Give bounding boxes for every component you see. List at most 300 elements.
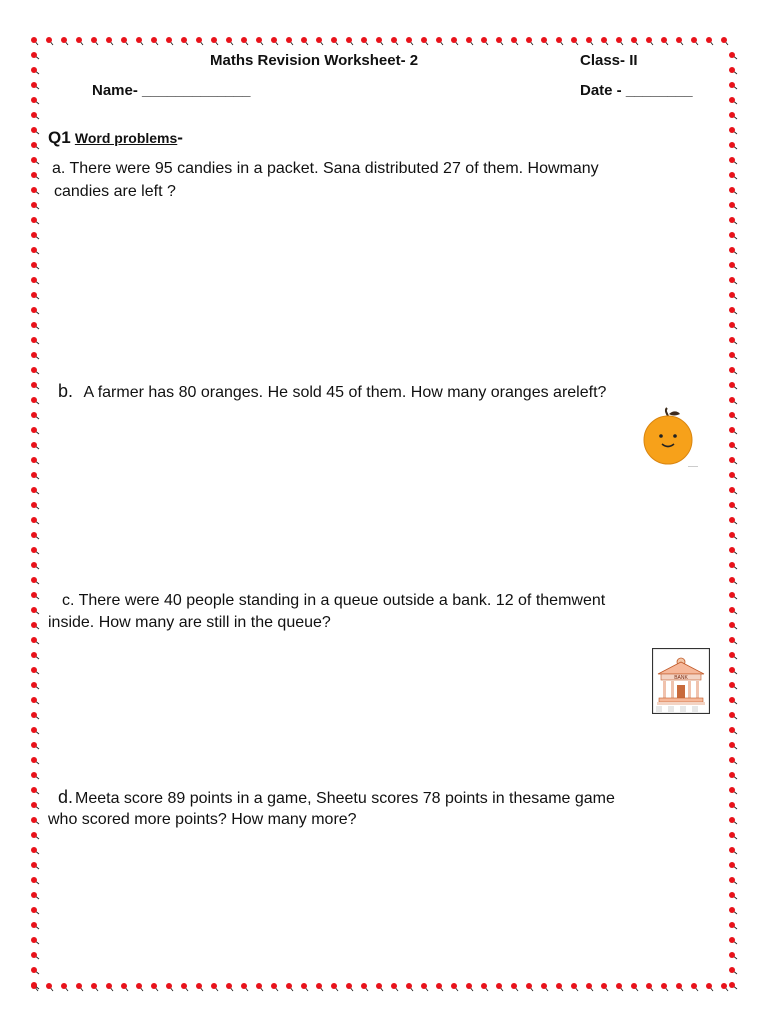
border-dot-tail <box>394 986 398 991</box>
border-dot <box>729 187 735 193</box>
border-dot <box>729 112 735 118</box>
border-dot <box>301 37 307 43</box>
border-dot <box>729 817 735 823</box>
border-dot-tail <box>732 175 737 179</box>
border-dot <box>106 983 112 989</box>
border-dot <box>256 37 262 43</box>
border-dot-tail <box>184 40 188 45</box>
border-dot <box>31 37 37 43</box>
border-dot-tail <box>394 40 398 45</box>
border-dot <box>31 187 37 193</box>
border-dot-tail <box>34 715 39 719</box>
border-dot <box>436 37 442 43</box>
question-d-letter: d. <box>58 787 74 807</box>
border-dot <box>729 607 735 613</box>
border-dot <box>729 127 735 133</box>
border-dot-tail <box>679 40 683 45</box>
border-dot <box>31 337 37 343</box>
border-dot-tail <box>732 280 737 284</box>
border-dot-tail <box>732 850 737 854</box>
border-dot <box>729 907 735 913</box>
border-dot <box>31 427 37 433</box>
border-dot <box>729 877 735 883</box>
bank-sign-text: BANK <box>674 675 688 681</box>
border-dot-tail <box>514 986 518 991</box>
border-dot <box>729 967 735 973</box>
border-dot-tail <box>124 986 128 991</box>
border-dot <box>586 37 592 43</box>
border-dot-tail <box>724 986 728 991</box>
border-dot-tail <box>154 986 158 991</box>
border-dot-tail <box>49 40 53 45</box>
border-dot-tail <box>34 880 39 884</box>
section-heading <box>48 128 183 148</box>
border-dot-tail <box>34 760 39 764</box>
border-dot <box>729 892 735 898</box>
border-dot-tail <box>664 40 668 45</box>
border-dot-tail <box>709 40 713 45</box>
border-dot-tail <box>34 970 39 974</box>
border-dot <box>31 772 37 778</box>
question-a-line1: a. There were 95 candies in a packet. Sana distributed 27 of them. Howmany <box>52 160 599 177</box>
border-dot-tail <box>214 40 218 45</box>
border-dot-tail <box>469 986 473 991</box>
border-dot <box>31 457 37 463</box>
border-dot <box>729 652 735 658</box>
border-dot-tail <box>604 40 608 45</box>
border-dot <box>706 983 712 989</box>
border-dot-tail <box>732 550 737 554</box>
border-dot-tail <box>34 400 39 404</box>
border-dot <box>729 682 735 688</box>
border-dot <box>31 367 37 373</box>
question-d-text: Meeta score 89 points in a game, Sheetu scores 78 points in thesame game <box>75 790 615 807</box>
border-dot-tail <box>732 745 737 749</box>
border-dot-tail <box>589 40 593 45</box>
border-dot <box>729 847 735 853</box>
border-dot <box>61 37 67 43</box>
border-dot <box>496 983 502 989</box>
border-dot <box>729 982 735 988</box>
border-dot-tail <box>34 355 39 359</box>
border-dot <box>31 547 37 553</box>
border-dot-tail <box>34 745 39 749</box>
border-dot <box>706 37 712 43</box>
border-dot-tail <box>34 955 39 959</box>
border-dot-tail <box>732 340 737 344</box>
border-dot <box>31 682 37 688</box>
border-dot-tail <box>34 986 38 991</box>
border-dot <box>271 37 277 43</box>
border-dot <box>646 983 652 989</box>
border-dot-tail <box>732 685 737 689</box>
border-dot-tail <box>732 130 737 134</box>
border-dot <box>91 983 97 989</box>
border-dot-tail <box>34 805 39 809</box>
border-dot <box>729 157 735 163</box>
border-dot-tail <box>34 730 39 734</box>
border-dot <box>31 157 37 163</box>
border-dot-tail <box>199 40 203 45</box>
border-dot <box>256 983 262 989</box>
border-dot <box>511 983 517 989</box>
border-dot-tail <box>649 40 653 45</box>
border-dot <box>691 37 697 43</box>
border-dot-tail <box>34 445 39 449</box>
border-dot <box>729 787 735 793</box>
border-dot <box>31 262 37 268</box>
border-dot <box>31 472 37 478</box>
date-field[interactable]: Date - ________ <box>580 82 693 99</box>
border-dot <box>31 532 37 538</box>
border-dot <box>226 983 232 989</box>
border-dot-tail <box>34 520 39 524</box>
border-dot-tail <box>454 40 458 45</box>
border-dot <box>31 727 37 733</box>
section-dash: - <box>177 128 183 147</box>
border-dot <box>226 37 232 43</box>
border-dot-tail <box>34 895 39 899</box>
border-dot <box>729 172 735 178</box>
border-dot <box>151 983 157 989</box>
border-dot-tail <box>34 775 39 779</box>
border-dot <box>76 983 82 989</box>
border-dot-tail <box>169 40 173 45</box>
border-dot-tail <box>34 655 39 659</box>
border-dot-tail <box>34 850 39 854</box>
border-dot-tail <box>214 986 218 991</box>
border-dot <box>616 37 622 43</box>
border-dot <box>511 37 517 43</box>
border-dot-tail <box>574 40 578 45</box>
border-dot-tail <box>732 775 737 779</box>
border-dot <box>181 983 187 989</box>
border-dot <box>481 37 487 43</box>
border-dot <box>31 802 37 808</box>
border-dot-tail <box>732 85 737 89</box>
border-dot-tail <box>454 986 458 991</box>
border-dot <box>31 517 37 523</box>
border-dot-tail <box>732 205 737 209</box>
border-dot <box>729 142 735 148</box>
border-dot <box>31 52 37 58</box>
border-dot <box>31 352 37 358</box>
border-dot-tail <box>604 986 608 991</box>
border-dot <box>729 727 735 733</box>
border-dot-tail <box>732 565 737 569</box>
border-dot-tail <box>499 986 503 991</box>
border-dot <box>31 607 37 613</box>
border-dot-tail <box>289 40 293 45</box>
border-dot-tail <box>409 40 413 45</box>
border-dot <box>729 532 735 538</box>
border-dot <box>31 217 37 223</box>
border-dot-tail <box>732 790 737 794</box>
border-dot <box>729 52 735 58</box>
border-dot-tail <box>732 400 737 404</box>
border-dot <box>121 983 127 989</box>
border-dot-tail <box>732 895 737 899</box>
border-dot <box>436 983 442 989</box>
border-dot-tail <box>634 40 638 45</box>
border-dot <box>31 592 37 598</box>
border-dot-tail <box>732 910 737 914</box>
border-dot-tail <box>732 445 737 449</box>
border-dot-tail <box>229 40 233 45</box>
border-dot <box>31 487 37 493</box>
border-dot <box>31 112 37 118</box>
border-dot <box>31 412 37 418</box>
class-label: Class- II <box>580 52 638 69</box>
border-dot <box>196 37 202 43</box>
border-dot <box>729 232 735 238</box>
border-dot-tail <box>79 986 83 991</box>
border-dot-tail <box>79 40 83 45</box>
border-dot <box>31 82 37 88</box>
border-dot <box>729 517 735 523</box>
border-dot <box>31 562 37 568</box>
border-dot-tail <box>732 70 737 74</box>
border-dot-tail <box>634 986 638 991</box>
border-dot <box>729 247 735 253</box>
border-dot <box>331 983 337 989</box>
border-dot-tail <box>34 55 39 59</box>
border-dot <box>31 712 37 718</box>
border-dot <box>729 82 735 88</box>
border-dot <box>729 262 735 268</box>
border-dot <box>729 802 735 808</box>
border-dot-tail <box>34 430 39 434</box>
border-dot-tail <box>94 986 98 991</box>
border-dot <box>31 697 37 703</box>
border-dot <box>31 322 37 328</box>
border-dot-tail <box>732 715 737 719</box>
border-dot <box>541 37 547 43</box>
question-a-line2: candies are left ? <box>54 183 176 200</box>
border-dot-tail <box>34 460 39 464</box>
border-dot <box>46 983 52 989</box>
border-dot <box>451 983 457 989</box>
border-dot <box>729 622 735 628</box>
border-dot-tail <box>334 40 338 45</box>
border-dot-tail <box>34 790 39 794</box>
border-dot-tail <box>334 986 338 991</box>
border-dot-tail <box>274 986 278 991</box>
border-dot-tail <box>34 925 39 929</box>
border-dot-tail <box>514 40 518 45</box>
border-dot-tail <box>34 820 39 824</box>
border-dot <box>729 457 735 463</box>
border-dot <box>729 577 735 583</box>
border-dot <box>31 232 37 238</box>
border-dot <box>46 37 52 43</box>
border-dot-tail <box>34 310 39 314</box>
section-number: Q1 <box>48 128 71 147</box>
border-dot-tail <box>732 310 737 314</box>
border-dot-tail <box>274 40 278 45</box>
border-dot-tail <box>732 835 737 839</box>
border-dot <box>729 337 735 343</box>
border-dot-tail <box>732 160 737 164</box>
border-dot-tail <box>439 40 443 45</box>
border-dot-tail <box>34 865 39 869</box>
border-dot-tail <box>34 85 39 89</box>
border-dot <box>661 983 667 989</box>
question-d-line1 <box>58 786 615 810</box>
border-dot-tail <box>49 986 53 991</box>
border-dot-tail <box>732 865 737 869</box>
border-dot-tail <box>732 475 737 479</box>
border-dot-tail <box>732 385 737 389</box>
border-dot-tail <box>544 986 548 991</box>
border-dot-tail <box>34 385 39 389</box>
border-dot <box>286 983 292 989</box>
border-dot-tail <box>732 670 737 674</box>
border-dot-tail <box>544 40 548 45</box>
border-dot <box>286 37 292 43</box>
border-dot-tail <box>679 986 683 991</box>
border-dot-tail <box>34 100 39 104</box>
border-dot-tail <box>559 40 563 45</box>
border-dot <box>571 983 577 989</box>
border-dot <box>631 983 637 989</box>
border-dot <box>729 97 735 103</box>
border-dot-tail <box>109 986 113 991</box>
border-dot <box>729 637 735 643</box>
border-dot-tail <box>34 40 38 45</box>
border-dot <box>729 352 735 358</box>
border-dot <box>729 277 735 283</box>
border-dot-tail <box>34 625 39 629</box>
border-dot <box>331 37 337 43</box>
border-dot <box>729 307 735 313</box>
border-dot <box>556 983 562 989</box>
border-dot <box>31 982 37 988</box>
border-dot-tail <box>319 986 323 991</box>
border-dot <box>31 502 37 508</box>
border-dot <box>391 983 397 989</box>
border-dot <box>601 37 607 43</box>
border-dot <box>31 907 37 913</box>
border-dot-tail <box>349 40 353 45</box>
border-dot-tail <box>732 820 737 824</box>
border-dot <box>729 217 735 223</box>
border-dot <box>729 487 735 493</box>
border-dot-tail <box>732 595 737 599</box>
border-dot-tail <box>34 370 39 374</box>
border-dot-tail <box>304 40 308 45</box>
border-dot <box>31 442 37 448</box>
border-dot-tail <box>732 610 737 614</box>
border-dot <box>316 37 322 43</box>
border-dot-tail <box>244 40 248 45</box>
border-dot <box>616 983 622 989</box>
border-dot-tail <box>289 986 293 991</box>
border-dot <box>196 983 202 989</box>
border-dot-tail <box>732 235 737 239</box>
border-dot <box>729 202 735 208</box>
question-c-line2: inside. How many are still in the queue? <box>48 614 331 631</box>
border-dot-tail <box>34 295 39 299</box>
border-dot-tail <box>664 986 668 991</box>
name-field[interactable]: Name- _____________ <box>92 82 251 99</box>
border-dot <box>646 37 652 43</box>
border-dot <box>31 952 37 958</box>
border-dot-tail <box>34 565 39 569</box>
border-dot <box>31 922 37 928</box>
border-dot <box>466 983 472 989</box>
border-dot-tail <box>732 985 737 989</box>
border-dot-tail <box>732 325 737 329</box>
border-dot <box>31 787 37 793</box>
border-dot-tail <box>379 986 383 991</box>
border-dot-tail <box>732 265 737 269</box>
border-dot-tail <box>34 175 39 179</box>
border-dot-tail <box>732 640 737 644</box>
border-dot-tail <box>732 295 737 299</box>
border-dot-tail <box>732 655 737 659</box>
border-dot-tail <box>732 520 737 524</box>
border-dot <box>541 983 547 989</box>
border-dot <box>121 37 127 43</box>
border-dot <box>391 37 397 43</box>
border-dot-tail <box>229 986 233 991</box>
border-dot <box>729 427 735 433</box>
border-dot <box>76 37 82 43</box>
border-dot <box>31 142 37 148</box>
border-dot <box>526 983 532 989</box>
border-dot <box>346 37 352 43</box>
border-dot <box>729 772 735 778</box>
border-dot <box>661 37 667 43</box>
border-dot-tail <box>732 955 737 959</box>
border-dot <box>586 983 592 989</box>
border-dot-tail <box>34 205 39 209</box>
border-dot <box>729 712 735 718</box>
border-dot-tail <box>732 805 737 809</box>
border-dot <box>181 37 187 43</box>
border-dot <box>729 397 735 403</box>
border-dot-tail <box>469 40 473 45</box>
border-dot <box>91 37 97 43</box>
border-dot <box>316 983 322 989</box>
border-dot <box>406 37 412 43</box>
border-dot-tail <box>64 986 68 991</box>
border-dot <box>31 877 37 883</box>
section-title: Word problems <box>74 130 178 146</box>
border-dot <box>729 832 735 838</box>
border-dot-tail <box>34 700 39 704</box>
border-dot-tail <box>34 685 39 689</box>
border-dot-tail <box>34 145 39 149</box>
border-dot-tail <box>139 40 143 45</box>
border-dot <box>526 37 532 43</box>
worksheet-title: Maths Revision Worksheet- 2 <box>210 52 419 69</box>
border-dot <box>31 397 37 403</box>
question-b-text: A farmer has 80 oranges. He sold 45 of them. How many oranges areleft? <box>83 384 607 401</box>
border-dot <box>729 562 735 568</box>
border-dot <box>136 983 142 989</box>
border-dot-tail <box>34 640 39 644</box>
border-dot-tail <box>34 280 39 284</box>
border-dot <box>729 382 735 388</box>
border-dot-tail <box>484 986 488 991</box>
border-dot <box>729 697 735 703</box>
border-dot-tail <box>724 40 728 45</box>
border-dot-tail <box>139 986 143 991</box>
border-dot <box>31 757 37 763</box>
border-dot <box>729 952 735 958</box>
